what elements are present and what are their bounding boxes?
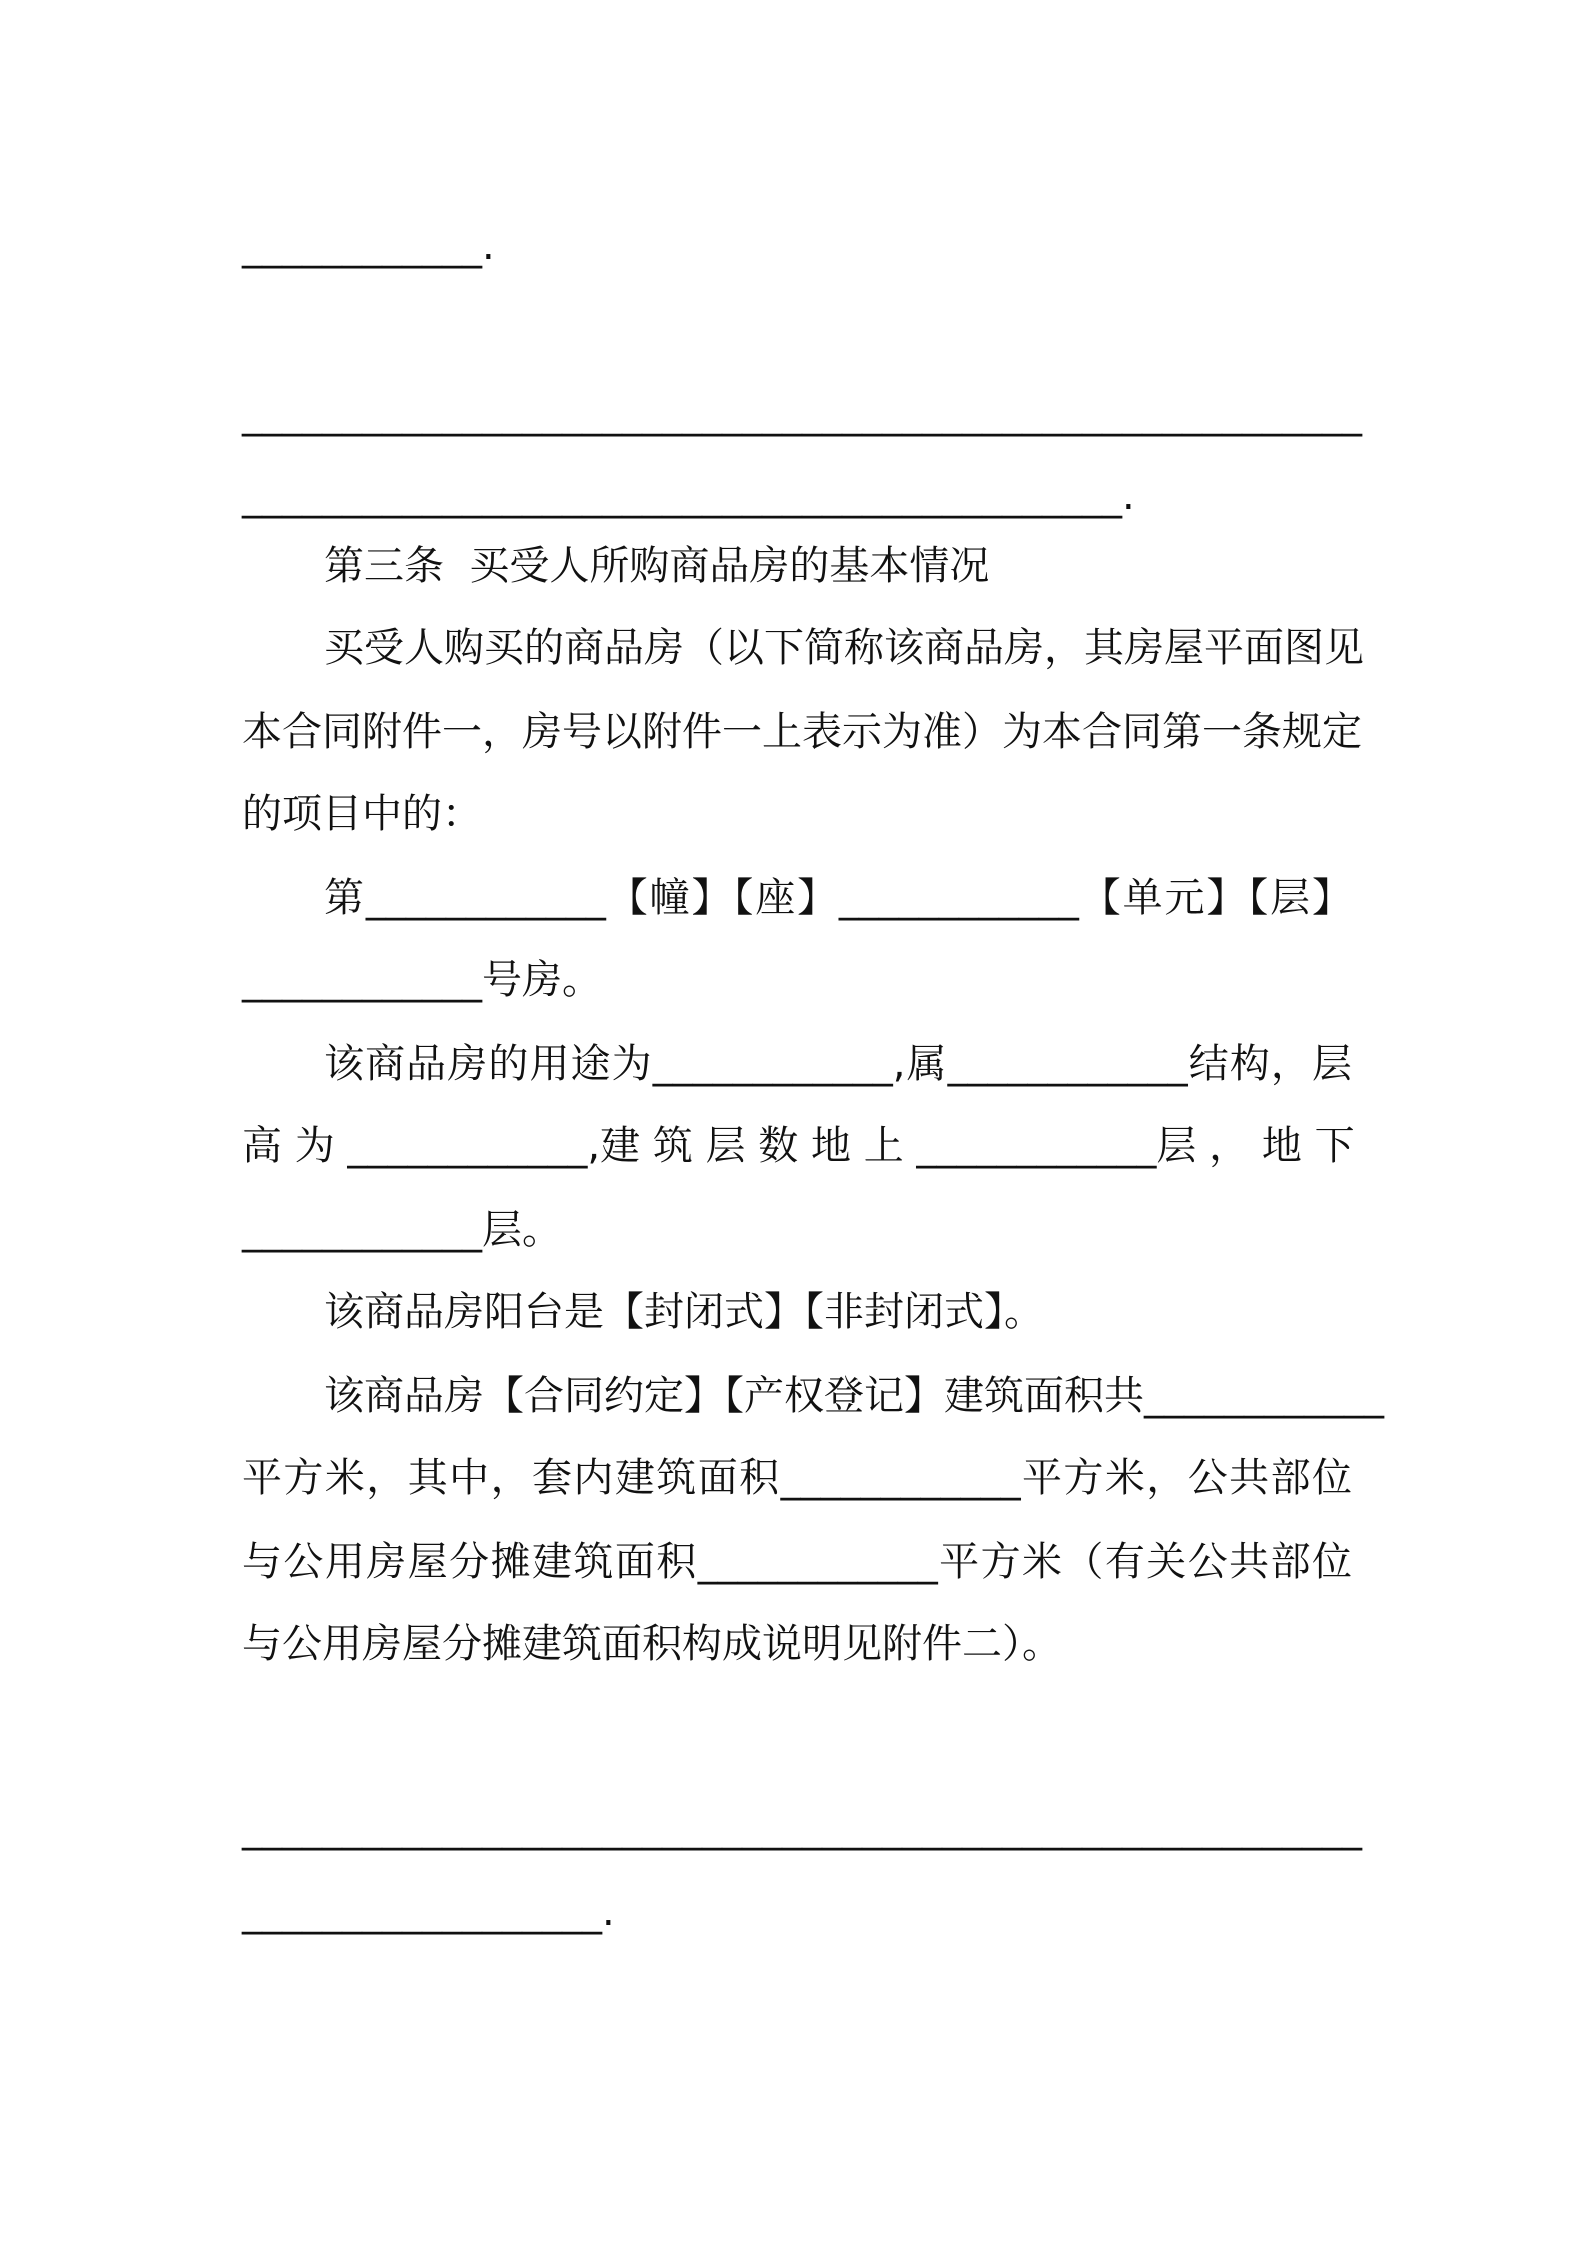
paragraph-3-line-2: 高 为 ____________,建 筑 层 数 地 上 ____________层 ， 地 下	[242, 1123, 1355, 1169]
paragraph-5-line-3: 与公用房屋分摊建筑面积____________平方米（有关公共部位	[242, 1539, 1352, 1585]
blank-line-1: ____________.	[242, 223, 495, 269]
blank-line-4: ________________________________________________________	[242, 1805, 1362, 1851]
paragraph-2-line-1: 第____________【幢】【座】____________【单元】【层】	[324, 875, 1352, 921]
paragraph-1-line-2: 本合同附件一，房号以附件一上表示为准）为本合同第一条规定	[242, 709, 1362, 755]
paragraph-4: 该商品房阳台是【封闭式】【非封闭式】。	[324, 1289, 1044, 1335]
paragraph-5-line-1: 该商品房【合同约定】【产权登记】建筑面积共____________	[324, 1373, 1384, 1419]
paragraph-1-line-3: 的项目中的：	[242, 791, 482, 837]
paragraph-2-line-2: ____________号房。	[242, 957, 602, 1003]
paragraph-1-line-1: 买受人购买的商品房（以下简称该商品房，其房屋平面图见	[324, 625, 1364, 671]
paragraph-3-line-1: 该商品房的用途为____________,属____________结构，层	[324, 1041, 1352, 1087]
blank-line-5: __________________.	[242, 1889, 615, 1935]
blank-line-2: ________________________________________________________	[242, 391, 1362, 437]
paragraph-5-line-4: 与公用房屋分摊建筑面积构成说明见附件二）。	[242, 1621, 1062, 1667]
blank-line-3: ____________________________________________.	[242, 473, 1135, 519]
article-heading: 第三条 买受人所购商品房的基本情况	[324, 543, 990, 589]
paragraph-3-line-3: ____________层。	[242, 1207, 562, 1253]
paragraph-5-line-2: 平方米，其中，套内建筑面积____________平方米，公共部位	[242, 1455, 1352, 1501]
